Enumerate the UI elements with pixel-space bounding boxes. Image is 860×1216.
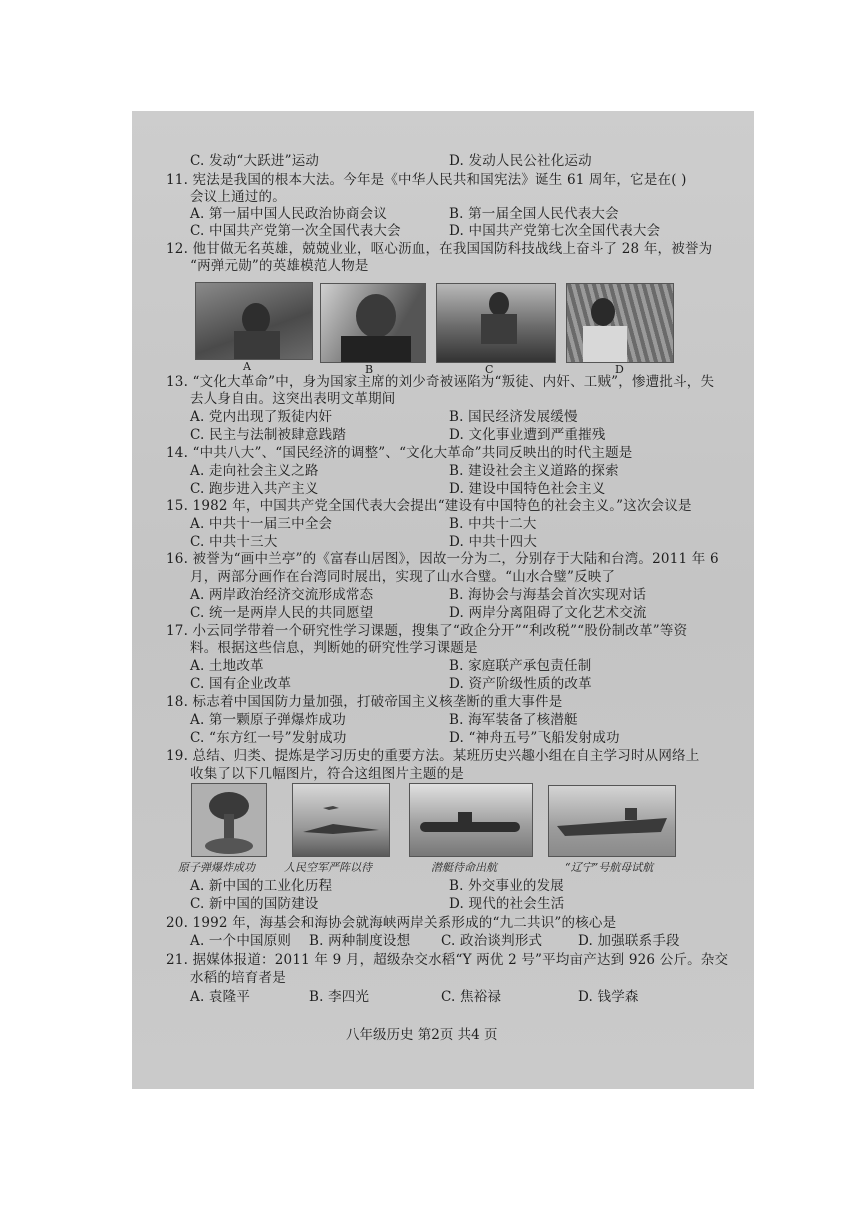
q12-photo-a	[195, 282, 313, 360]
q12-photo-c	[436, 283, 556, 363]
text-line: 19. 总结、归类、提炼是学习历史的重要方法。某班历史兴趣小组在自主学习时从网络上	[166, 748, 700, 764]
text-line: A. 土地改革	[190, 658, 264, 674]
text-line: C. 发动“大跃进”运动	[190, 153, 320, 169]
text-line: C. 国有企业改革	[190, 676, 292, 692]
text-line: A. 中共十一届三中全会	[190, 516, 333, 532]
text-line: A. 党内出现了叛徒内奸	[190, 409, 333, 425]
text-line: 13. “文化大革命”中，身为国家主席的刘少奇被诬陷为“叛徒、内奸、工贼”，惨遭批斗，失	[166, 374, 715, 390]
text-line: D. 钱学森	[578, 989, 639, 1005]
text-line: B. 海军装备了核潜艇	[449, 712, 578, 728]
q12-label-b: B	[365, 363, 374, 376]
text-line: “两弹元勋”的英雄模范人物是	[190, 258, 369, 274]
text-line: C. 新中国的国防建设	[190, 896, 319, 912]
q19-caption-4: “辽宁”号航母试航	[565, 861, 654, 874]
text-line: 17. 小云同学带着一个研究性学习课题，搜集了“政企分开”“利改税”“股份制改革”等资	[166, 623, 688, 639]
text-line: D. 资产阶级性质的改革	[449, 676, 592, 692]
q19-caption-2: 人民空军严阵以待	[284, 861, 372, 874]
page-footer: 八年级历史 第2页 共4 页	[346, 1027, 498, 1043]
text-line: 水稻的培育者是	[190, 970, 286, 986]
text-line: D. 发动人民公社化运动	[449, 153, 592, 169]
text-line: B. 两种制度设想	[309, 933, 411, 949]
text-line: 16. 被誉为“画中兰亭”的《富春山居图》，因故一分为二，分别存于大陆和台湾。2011 年 6	[166, 551, 719, 567]
text-line: C. 政治谈判形式	[441, 933, 543, 949]
text-line: B. 建设社会主义道路的探索	[449, 463, 619, 479]
text-line: B. 中共十二大	[449, 516, 537, 532]
text-line: 15. 1982 年，中国共产党全国代表大会提出“建设有中国特色的社会主义。”这次会议是	[166, 498, 692, 514]
text-line: 12. 他甘做无名英雄，兢兢业业，呕心沥血，在我国国防科技战线上奋斗了 28 年，被誉为	[166, 241, 713, 257]
text-line: D. 建设中国特色社会主义	[449, 481, 606, 497]
text-line: D. 中共十四大	[449, 534, 538, 550]
text-line: C. 中国共产党第一次全国代表大会	[190, 223, 401, 239]
text-line: 料。根据这些信息，判断她的研究性学习课题是	[190, 640, 478, 656]
text-line: B. 家庭联产承包责任制	[449, 658, 592, 674]
text-line: A. 新中国的工业化历程	[190, 878, 333, 894]
text-line: C. 统一是两岸人民的共同愿望	[190, 605, 374, 621]
text-line: 会议上通过的。	[190, 189, 286, 205]
text-line: C. 民主与法制被肆意践踏	[190, 427, 347, 443]
q19-photo-air-force	[292, 783, 390, 857]
q12-label-c: C	[485, 363, 494, 376]
text-line: 收集了以下几幅图片，符合这组图片主题的是	[190, 766, 464, 782]
q19-photo-atomic-bomb	[191, 783, 267, 857]
text-line: 月，两部分画作在台湾同时展出，实现了山水合璧。“山水合璧”反映了	[190, 569, 616, 585]
text-line: A. 第一颗原子弹爆炸成功	[190, 712, 346, 728]
text-line: 21. 据媒体报道：2011 年 9 月，超级杂交水稻“Y 两优 2 号”平均亩产达到 926 公斤。杂交	[166, 952, 729, 968]
text-line: C. 焦裕禄	[441, 989, 502, 1005]
text-line: 14. “中共八大”、“国民经济的调整”、“文化大革命”共同反映出的时代主题是	[166, 445, 633, 461]
text-line: A. 一个中国原则	[190, 933, 292, 949]
text-line: A. 走向社会主义之路	[190, 463, 319, 479]
q12-photo-d	[566, 283, 674, 363]
text-line: D. 两岸分离阻碍了文化艺术交流	[449, 605, 647, 621]
text-line: 20. 1992 年，海基会和海协会就海峡两岸关系形成的“九二共识”的核心是	[166, 915, 617, 931]
text-line: B. 海协会与海基会首次实现对话	[449, 587, 647, 603]
q12-label-a: A	[243, 360, 251, 373]
text-line: 去人身自由。这突出表明文革期间	[190, 391, 396, 407]
text-line: C. 跑步进入共产主义	[190, 481, 319, 497]
text-line: D. 加强联系手段	[578, 933, 680, 949]
text-line: D. 现代的社会生活	[449, 896, 565, 912]
text-line: D. 文化事业遭到严重摧残	[449, 427, 606, 443]
text-line: A. 袁隆平	[190, 989, 251, 1005]
text-line: D. 中国共产党第七次全国代表大会	[449, 223, 661, 239]
q19-caption-1: 原子弹爆炸成功	[178, 861, 255, 874]
text-line: B. 第一届全国人民代表大会	[449, 206, 619, 222]
text-line: C. 中共十三大	[190, 534, 278, 550]
text-line: B. 李四光	[309, 989, 370, 1005]
text-line: B. 国民经济发展缓慢	[449, 409, 578, 425]
text-line: A. 第一届中国人民政治协商会议	[190, 206, 388, 222]
text-line: A. 两岸政治经济交流形成常态	[190, 587, 374, 603]
text-line: 18. 标志着中国国防力量加强，打破帝国主义核垄断的重大事件是	[166, 694, 563, 710]
q12-photo-b	[320, 283, 426, 363]
text-line: C. “东方红一号”发射成功	[190, 730, 347, 746]
q19-caption-3: 潜艇待命出航	[431, 861, 497, 874]
text-line: B. 外交事业的发展	[449, 878, 565, 894]
q19-photo-aircraft-carrier	[548, 785, 676, 857]
text-line: D. “神舟五号”飞船发射成功	[449, 730, 620, 746]
q19-photo-submarine	[409, 783, 533, 857]
text-line: 11. 宪法是我国的根本大法。今年是《中华人民共和国宪法》诞生 61 周年，它是在( )	[166, 172, 687, 188]
q12-label-d: D	[615, 363, 624, 376]
